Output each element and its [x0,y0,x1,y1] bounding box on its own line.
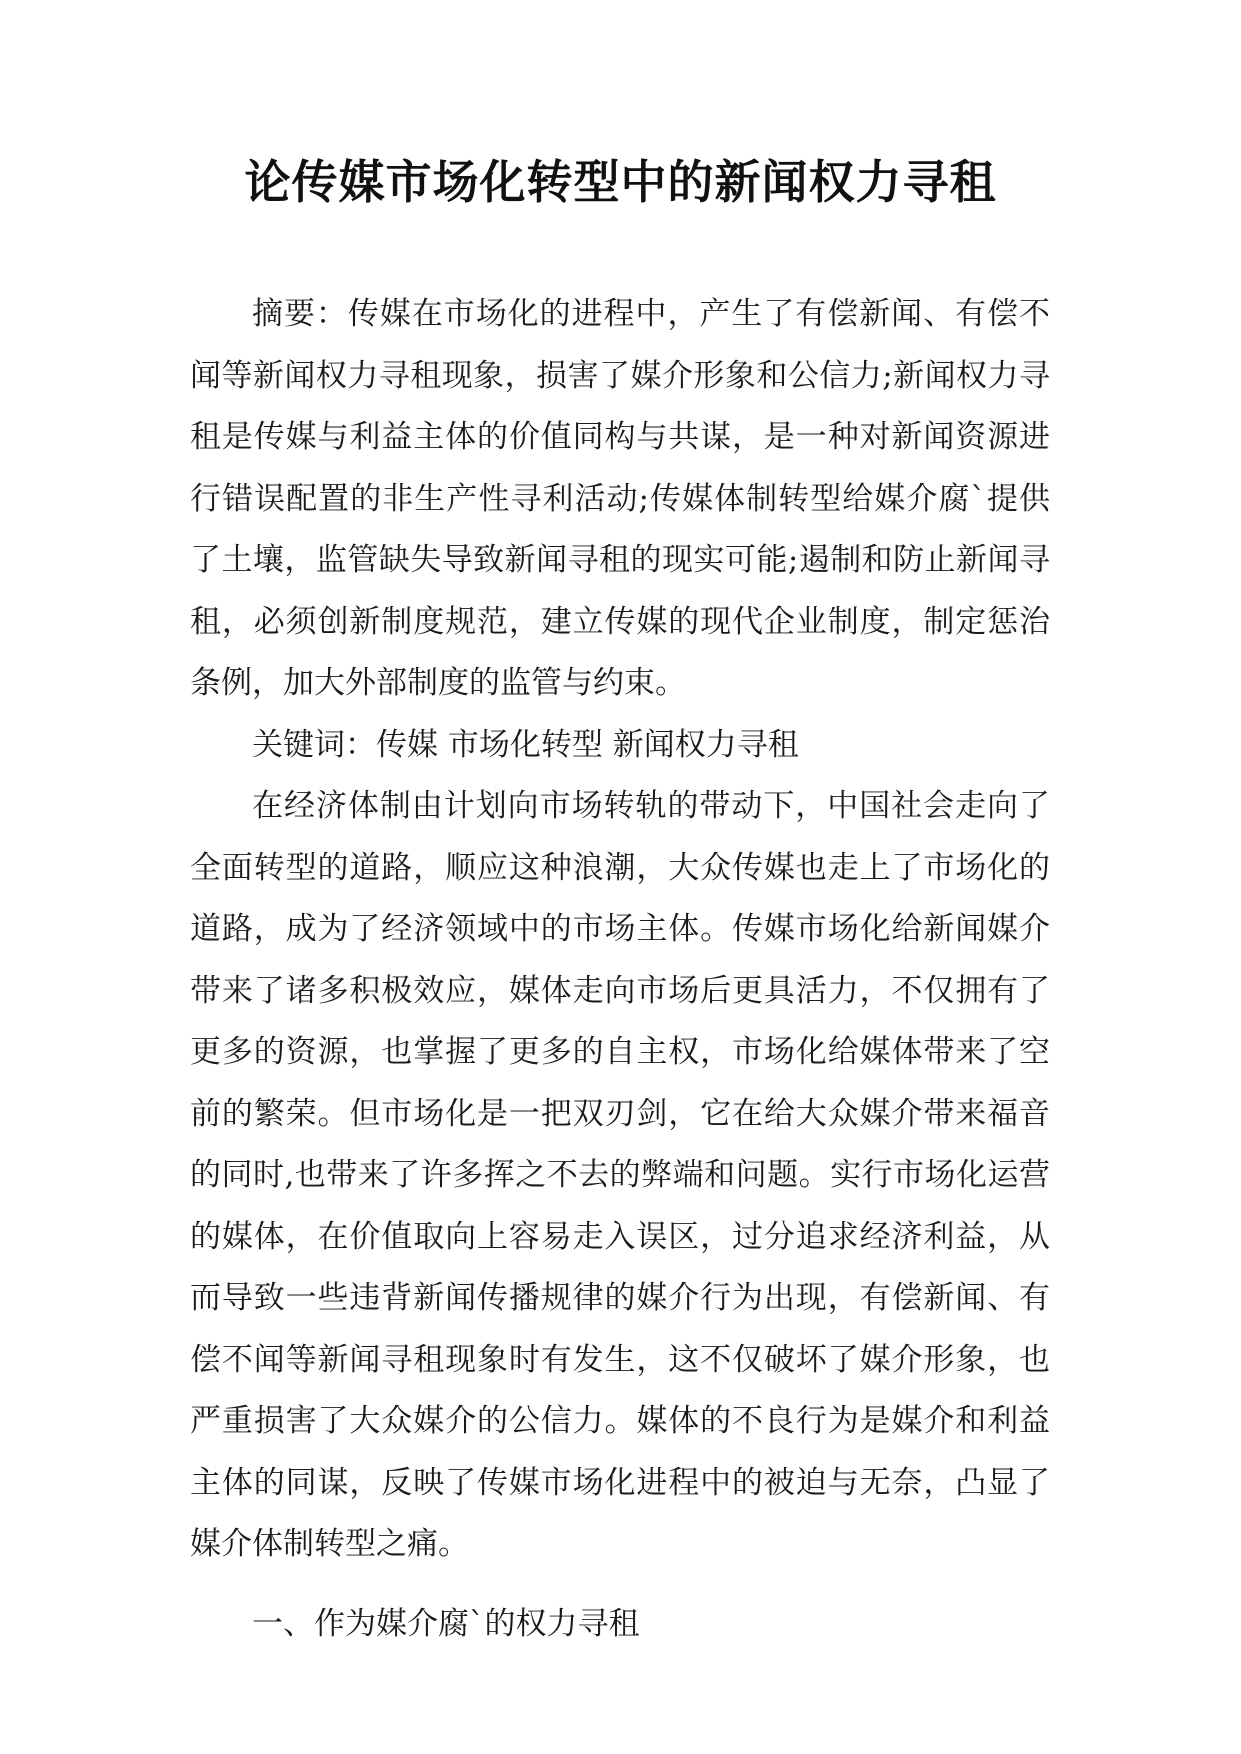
intro-paragraph: 在经济体制由计划向市场转轨的带动下，中国社会走向了全面转型的道路，顺应这种浪潮，大众传媒也走上了市场化的道路，成为了经济领域中的市场主体。传媒市场化给新闻媒介带来了诸多积极效应，媒体走向市场后更具活力，不仅拥有了更多的资源，也掌握了更多的自主权，市场化给媒体带来了空前的繁荣。但市场化是一把双刃剑，它在给大众媒介带来福音的同时,也带来了许多挥之不去的弊端和问题。实行市场化运营的媒体，在价值取向上容易走入误区，过分追求经济利益，从而导致一些违背新闻传播规律的媒介行为出现，有偿新闻、有偿不闻等新闻寻租现象时有发生，这不仅破坏了媒介形象，也严重损害了大众媒介的公信力。媒体的不良行为是媒介和利益主体的同谋，反映了传媒市场化进程中的被迫与无奈，凸显了媒介体制转型之痛。 [190,788,1050,1562]
document-body [190,284,1050,1655]
document-title: 论传媒市场化转型中的新闻权力寻租 [244,155,997,209]
section-heading: 一、作为媒介腐`的权力寻租 [252,1605,640,1642]
abstract-paragraph: 摘要：传媒在市场化的进程中，产生了有偿新闻、有偿不闻等新闻权力寻租现象，损害了媒介形象和公信力;新闻权力寻租是传媒与利益主体的价值同构与共谋，是一种对新闻资源进行错误配置的非生产性寻利活动;传媒体制转型给媒介腐`提供了土壤，监管缺失导致新闻寻租的现实可能;遏制和防止新闻寻租，必须创新制度规范，建立传媒的现代企业制度，制定惩治条例，加大外部制度的监管与约束。 [190,296,1050,701]
keywords-line: 关键词：传媒 市场化转型 新闻权力寻租 [252,726,799,763]
